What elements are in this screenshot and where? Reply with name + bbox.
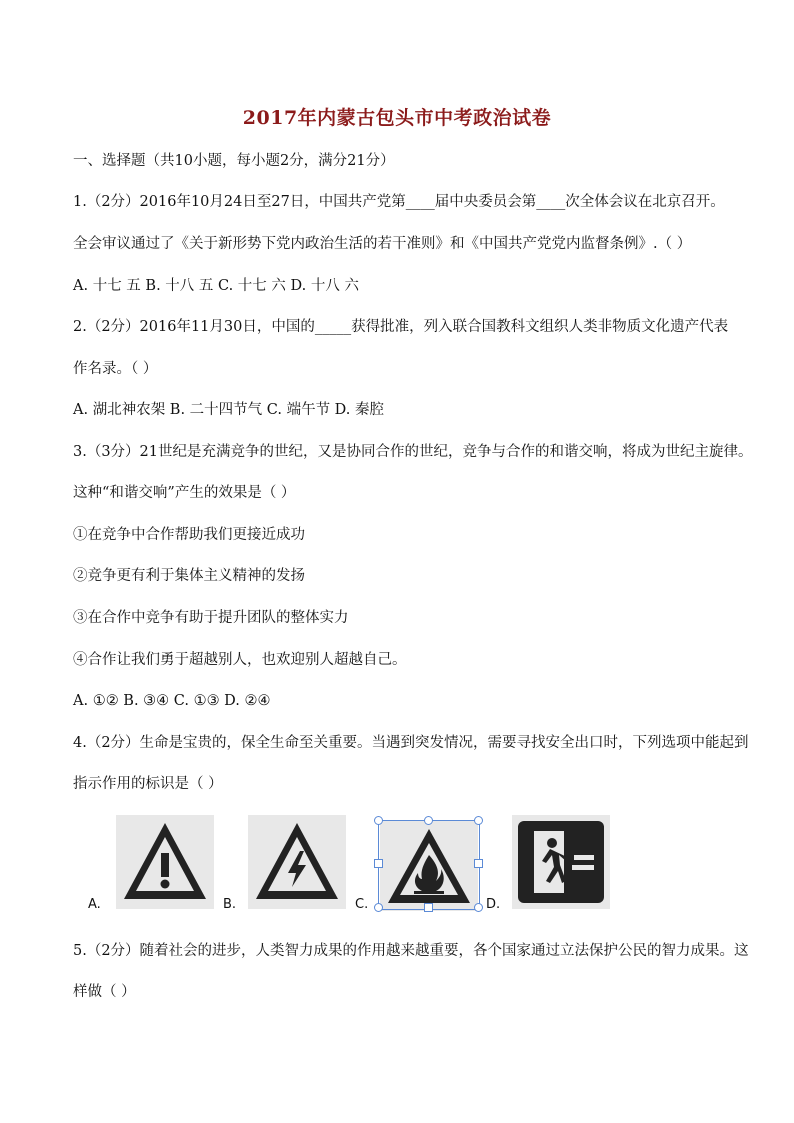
question-5-line-2: 样做（ ） [73, 984, 136, 1000]
option-a-label: A. [88, 897, 101, 912]
question-3-statement-3: ③在合作中竞争有助于提升团队的整体实力 [73, 610, 349, 626]
question-1-line-2: 全会审议通过了《关于新形势下党内政治生活的若干准则》和《中国共产党党内监督条例》.（ ） [73, 236, 692, 252]
resize-handle-bottom-right[interactable] [474, 903, 483, 912]
question-2-options: A. 湖北神农架 B. 二十四节气 C. 端午节 D. 秦腔 [73, 402, 385, 418]
resize-handle-right[interactable] [474, 859, 483, 868]
question-2-line-1: 2.（2分）2016年11月30日，中国的_____获得批准，列入联合国教科文组织人类非物质文化遗产代表 [73, 319, 729, 335]
resize-handle-left[interactable] [374, 859, 383, 868]
resize-handle-top-left[interactable] [374, 816, 383, 825]
option-b-label: B. [223, 897, 237, 912]
question-1-line-1: 1.（2分）2016年10月24日至27日，中国共产党第____届中央委员会第____次全体会议在北京召开。 [73, 194, 725, 210]
question-3-statement-4: ④合作让我们勇于超越别人，也欢迎别人超越自己。 [73, 652, 407, 668]
question-5-line-1: 5.（2分）随着社会的进步，人类智力成果的作用越来越重要，各个国家通过立法保护公民的智力成果。这 [73, 943, 749, 959]
warning-icon [116, 815, 214, 909]
question-3-statement-1: ①在竞争中合作帮助我们更接近成功 [73, 527, 305, 543]
section-heading: 一、选择题（共10小题，每小题2分，满分21分） [73, 153, 395, 169]
question-3-line-1: 3.（3分）21世纪是充满竞争的世纪，又是协同合作的世纪，竞争与合作的和谐交响，将成为世纪主旋律。 [73, 444, 753, 460]
question-3-options: A. ①② B. ③④ C. ①③ D. ②④ [73, 693, 271, 709]
resize-handle-bottom-left[interactable] [374, 903, 383, 912]
option-d-label: D. [486, 897, 501, 912]
image-selection-frame[interactable] [378, 820, 480, 910]
emergency-exit-icon [512, 815, 610, 909]
question-3-line-2: 这种“和谐交响”产生的效果是（ ） [73, 485, 296, 501]
resize-handle-bottom[interactable] [424, 903, 433, 912]
question-2-line-2: 作名录。（ ） [73, 361, 158, 377]
question-4-line-1: 4.（2分）生命是宝贵的，保全生命至关重要。当遇到突发情况，需要寻找安全出口时，下列选项中能起到 [73, 735, 749, 751]
question-1-options: A. 十七 五 B. 十八 五 C. 十七 六 D. 十八 六 [73, 278, 359, 294]
question-3-statement-2: ②竞争更有利于集体主义精神的发扬 [73, 568, 305, 584]
resize-handle-top-right[interactable] [474, 816, 483, 825]
question-4-line-2: 指示作用的标识是（ ） [73, 776, 223, 792]
question-4-signs [88, 815, 628, 915]
page-title: 2017年内蒙古包头市中考政治试卷 [242, 107, 552, 129]
option-c-label: C. [355, 897, 369, 912]
resize-handle-top[interactable] [424, 816, 433, 825]
high-voltage-icon [248, 815, 346, 909]
